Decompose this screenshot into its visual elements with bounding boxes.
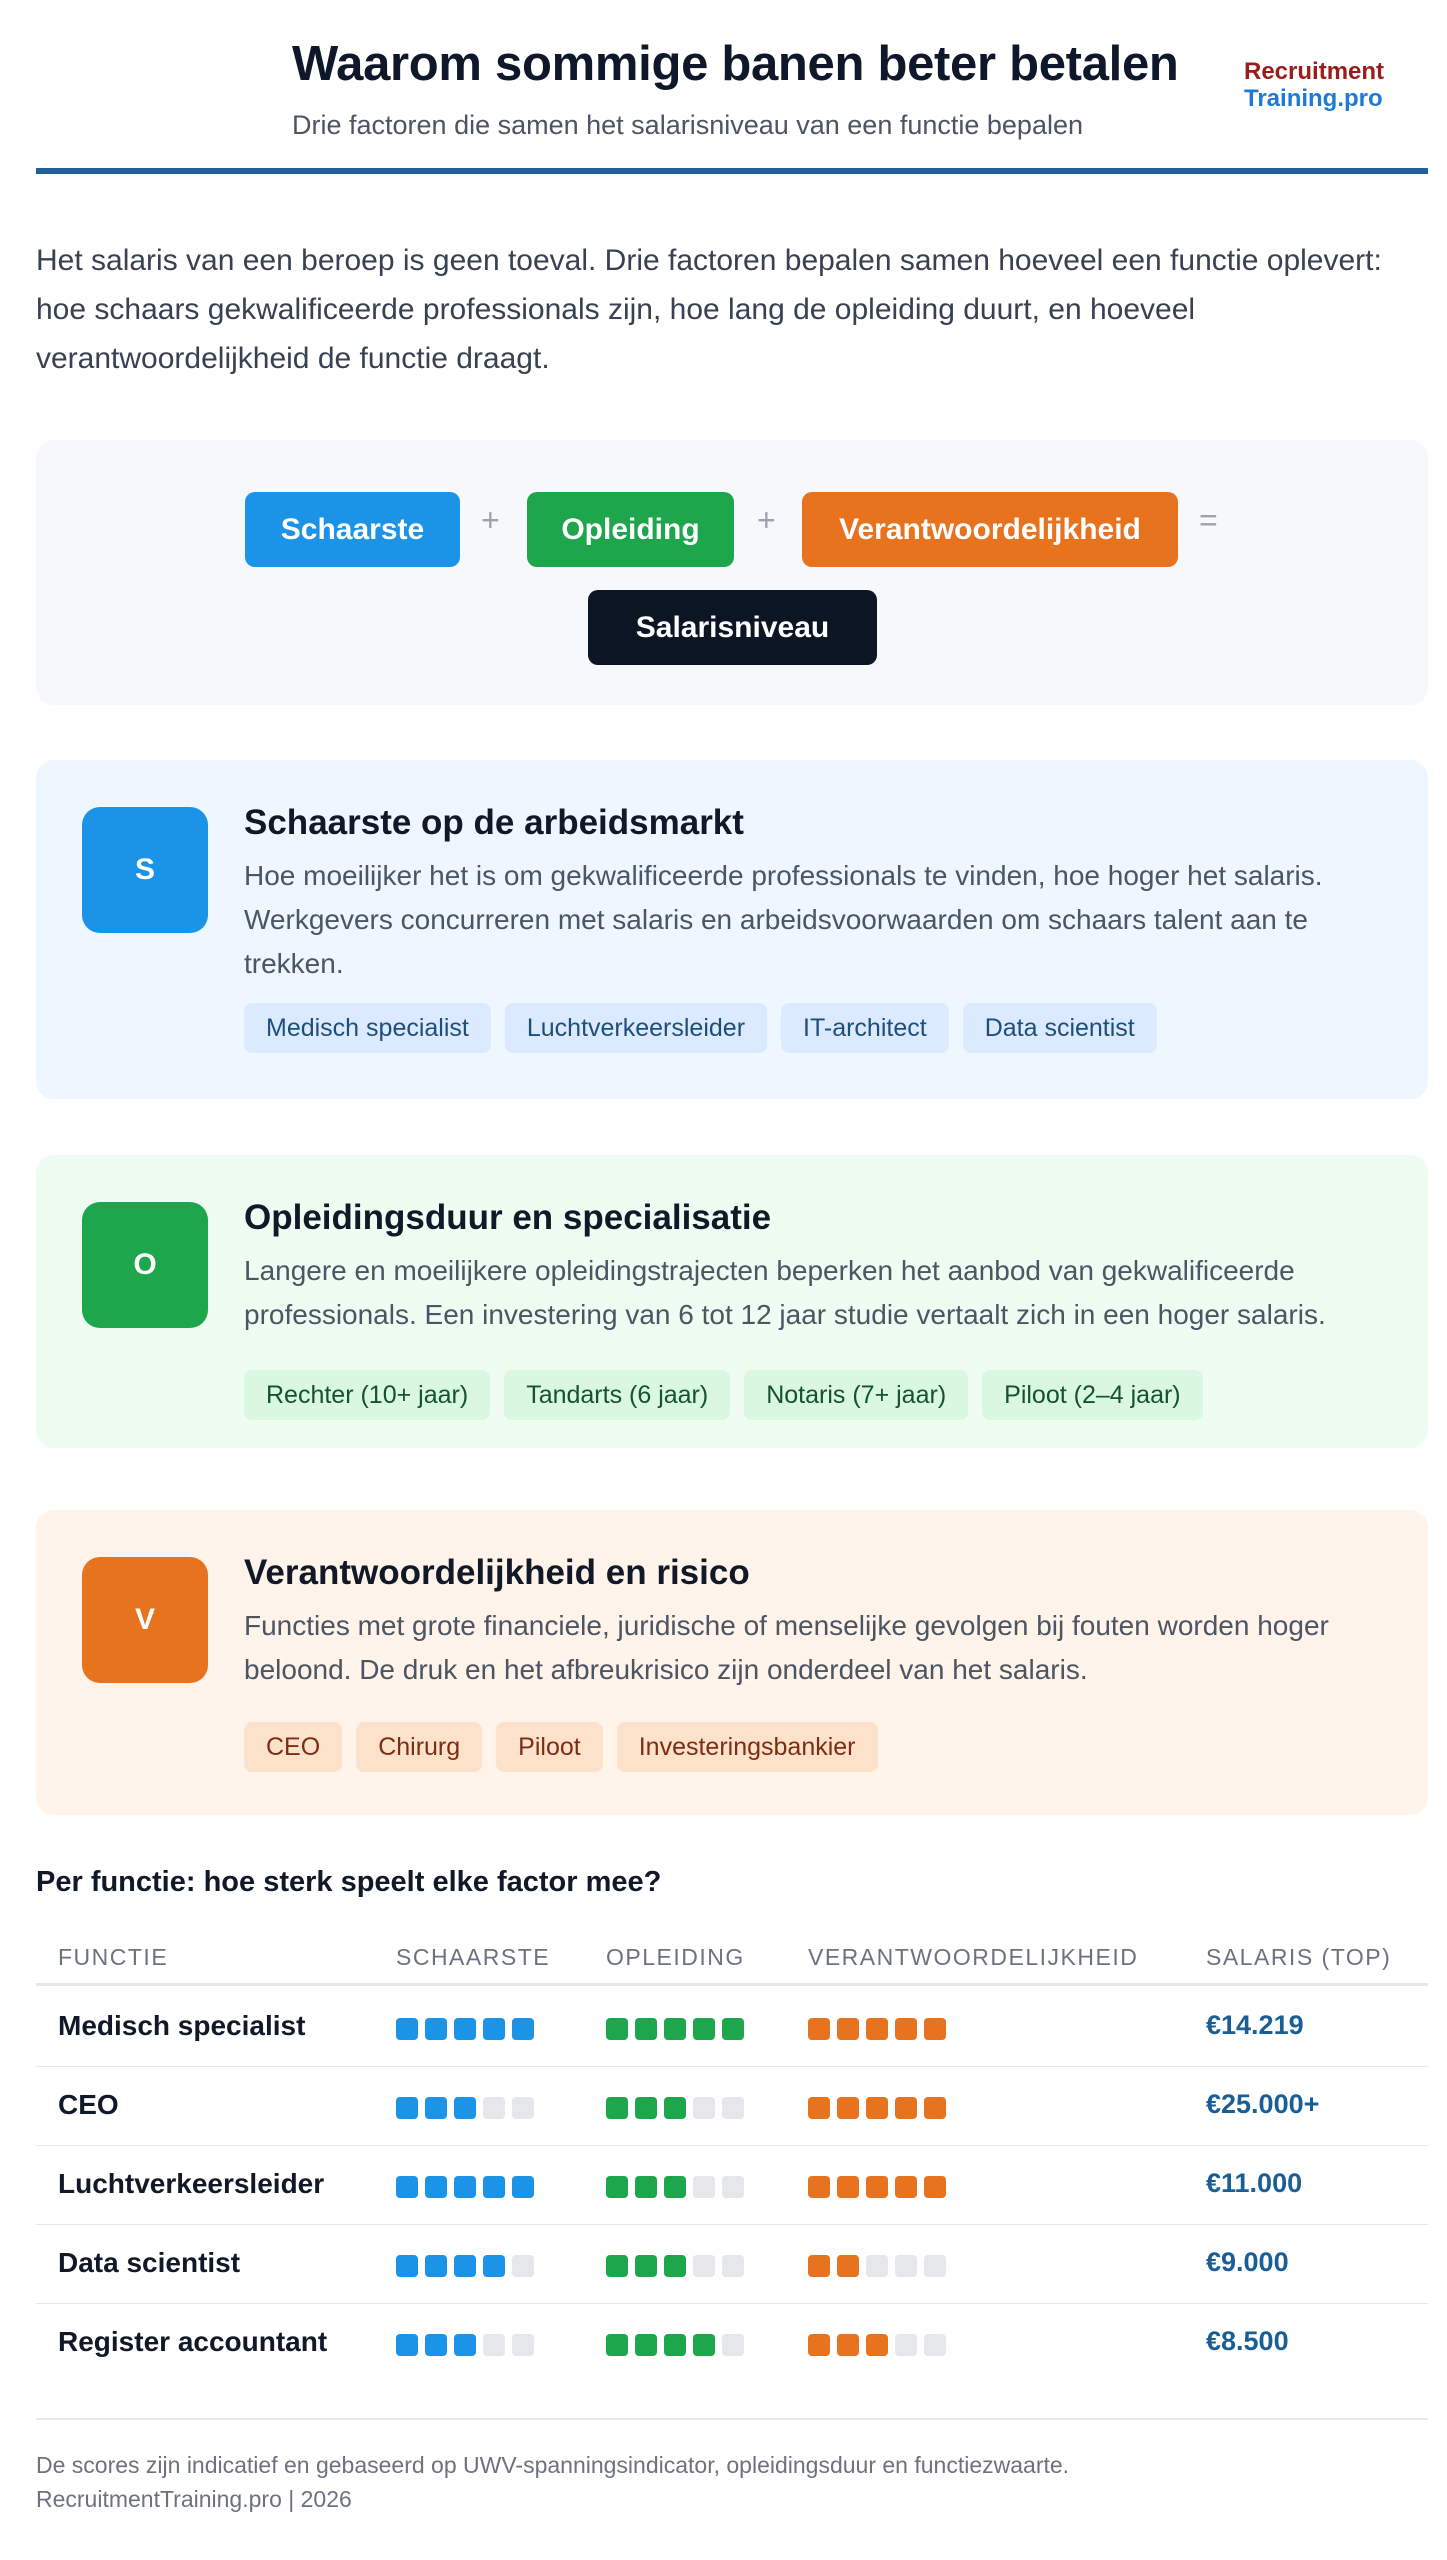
score-verantwoordelijkheid <box>808 2255 946 2277</box>
brand-logo[interactable] <box>1244 58 1384 112</box>
row-function-name: Data scientist <box>58 2247 241 2278</box>
factor-badge-v: V <box>82 1557 208 1683</box>
score-dot-filled <box>808 2176 830 2198</box>
table-row <box>36 2225 1428 2304</box>
score-dot-filled <box>664 2176 686 2198</box>
score-dot-empty <box>722 2097 744 2119</box>
score-dot-filled <box>425 2176 447 2198</box>
formula-pill-salarisniveau: Salarisniveau <box>588 590 877 665</box>
score-dot-filled <box>693 2334 715 2356</box>
score-dot-filled <box>837 2255 859 2277</box>
column-header-salaris: SALARIS (TOP) <box>1206 1944 1392 1970</box>
score-dot-filled <box>454 2334 476 2356</box>
score-dot-filled <box>866 2018 888 2040</box>
header-divider <box>36 168 1428 174</box>
example-tags <box>244 1722 878 1772</box>
score-dot-filled <box>425 2097 447 2119</box>
score-dot-filled <box>924 2018 946 2040</box>
score-dot-filled <box>635 2255 657 2277</box>
factor-title: Verantwoordelijkheid en risico <box>244 1553 750 1592</box>
example-tag: IT-architect <box>781 1003 949 1053</box>
score-dot-filled <box>396 2018 418 2040</box>
score-dot-empty <box>722 2176 744 2198</box>
score-dot-filled <box>808 2255 830 2277</box>
score-dot-filled <box>483 2255 505 2277</box>
score-opleiding <box>606 2255 744 2277</box>
score-dot-empty <box>483 2334 505 2356</box>
score-dot-empty <box>693 2176 715 2198</box>
score-dot-filled <box>808 2018 830 2040</box>
score-dot-empty <box>924 2334 946 2356</box>
score-verantwoordelijkheid <box>808 2097 946 2119</box>
score-dot-filled <box>837 2334 859 2356</box>
column-header-verantwoordelijkheid: VERANTWOORDELIJKHEID <box>808 1944 1139 1970</box>
score-dot-empty <box>924 2255 946 2277</box>
score-dot-filled <box>664 2097 686 2119</box>
footer-source-note: De scores zijn indicatief en gebaseerd op UWV-spanningsindicator, opleidingsduur en functiezwaarte. <box>36 2452 1070 2478</box>
score-schaarste <box>396 2018 534 2040</box>
score-dot-filled <box>635 2018 657 2040</box>
score-dot-filled <box>396 2176 418 2198</box>
table-header <box>36 1930 1428 1986</box>
score-dot-filled <box>837 2176 859 2198</box>
factor-description: Functies met grote financiele, juridische of menselijke gevolgen bij fouten worden hoger beloond. De druk en het afbreukrisico zijn onderdeel van het salaris. <box>244 1610 1329 1685</box>
score-dot-filled <box>635 2097 657 2119</box>
page-title: Waarom sommige banen beter betalen <box>292 37 1179 91</box>
row-function-name: Medisch specialist <box>58 2010 306 2041</box>
formula-equals: = <box>1199 502 1218 538</box>
score-opleiding <box>606 2176 744 2198</box>
factor-title: Opleidingsduur en specialisatie <box>244 1198 772 1237</box>
row-function-name: Register accountant <box>58 2326 328 2357</box>
score-dot-filled <box>606 2255 628 2277</box>
example-tag: Piloot <box>496 1722 603 1772</box>
score-dot-filled <box>454 2176 476 2198</box>
score-dot-filled <box>924 2097 946 2119</box>
score-verantwoordelijkheid <box>808 2176 946 2198</box>
row-salary: €11.000 <box>1206 2168 1303 2198</box>
score-dot-filled <box>837 2097 859 2119</box>
formula-pill-schaarste: Schaarste <box>245 492 460 567</box>
table-row <box>36 2146 1428 2225</box>
score-dot-filled <box>664 2334 686 2356</box>
score-dot-empty <box>722 2255 744 2277</box>
score-dot-filled <box>866 2334 888 2356</box>
formula-plus-2: + <box>757 502 776 538</box>
formula-panel <box>36 440 1428 705</box>
row-function-name: Luchtverkeersleider <box>58 2168 325 2199</box>
column-header-schaarste: SCHAARSTE <box>396 1944 551 1970</box>
score-dot-filled <box>425 2334 447 2356</box>
score-dot-filled <box>512 2018 534 2040</box>
score-dot-empty <box>512 2097 534 2119</box>
example-tag: Piloot (2–4 jaar) <box>982 1370 1202 1420</box>
factor-card-verantwoordelijkheid <box>36 1510 1428 1815</box>
score-dot-filled <box>483 2018 505 2040</box>
score-dot-filled <box>606 2018 628 2040</box>
score-dot-filled <box>693 2018 715 2040</box>
score-dot-filled <box>396 2334 418 2356</box>
example-tags <box>244 1003 1157 1053</box>
page-header <box>0 0 1447 178</box>
score-dot-filled <box>924 2176 946 2198</box>
example-tag: Tandarts (6 jaar) <box>504 1370 730 1420</box>
row-salary: €14.219 <box>1206 2010 1304 2040</box>
score-dot-filled <box>635 2334 657 2356</box>
score-dot-filled <box>454 2018 476 2040</box>
score-opleiding <box>606 2097 744 2119</box>
footer-note <box>36 2448 1069 2516</box>
score-schaarste <box>396 2334 534 2356</box>
example-tag: Notaris (7+ jaar) <box>744 1370 968 1420</box>
score-dot-empty <box>722 2334 744 2356</box>
column-header-functie: FUNCTIE <box>58 1944 169 1970</box>
intro-paragraph: Het salaris van een beroep is geen toeval. Drie factoren bepalen samen hoeveel een functie oplevert: hoe schaars gekwalificeerde professionals zijn, hoe lang de opleiding duurt, en hoeveel verantwoordelijkheid de functie draagt. <box>36 244 1382 375</box>
score-dot-empty <box>866 2255 888 2277</box>
factor-description: Hoe moeilijker het is om gekwalificeerde professionals te vinden, hoe hoger het salaris. Werkgevers concurreren met salaris en arbeidsvoorwaarden om schaars talent aan te trekken. <box>244 860 1323 979</box>
score-dot-filled <box>425 2018 447 2040</box>
formula-plus-1: + <box>481 502 500 538</box>
logo-line-1: Recruitment <box>1244 58 1385 85</box>
example-tag: Data scientist <box>963 1003 1157 1053</box>
score-dot-filled <box>664 2018 686 2040</box>
factor-title: Schaarste op de arbeidsmarkt <box>244 803 744 842</box>
score-dot-empty <box>895 2255 917 2277</box>
score-dot-empty <box>693 2097 715 2119</box>
row-salary: €9.000 <box>1206 2247 1289 2277</box>
example-tags <box>244 1370 1203 1420</box>
example-tag: Chirurg <box>356 1722 482 1772</box>
example-tag: Rechter (10+ jaar) <box>244 1370 490 1420</box>
example-tag: Investeringsbankier <box>617 1722 878 1772</box>
footer-divider <box>36 2418 1428 2420</box>
score-dot-empty <box>483 2097 505 2119</box>
factor-card-schaarste <box>36 760 1428 1099</box>
score-dot-filled <box>635 2176 657 2198</box>
score-schaarste <box>396 2255 534 2277</box>
score-dot-filled <box>895 2097 917 2119</box>
formula-pill-verantwoordelijkheid: Verantwoordelijkheid <box>802 492 1178 567</box>
score-dot-filled <box>808 2334 830 2356</box>
row-salary: €25.000+ <box>1206 2089 1320 2119</box>
score-dot-filled <box>664 2255 686 2277</box>
score-dot-filled <box>396 2097 418 2119</box>
footer-credit: RecruitmentTraining.pro | 2026 <box>36 2486 352 2512</box>
score-dot-empty <box>895 2334 917 2356</box>
row-function-name: CEO <box>58 2089 119 2120</box>
score-dot-empty <box>512 2255 534 2277</box>
score-dot-empty <box>512 2334 534 2356</box>
score-verantwoordelijkheid <box>808 2018 946 2040</box>
score-dot-filled <box>454 2097 476 2119</box>
formula-pill-opleiding: Opleiding <box>527 492 734 567</box>
score-dot-filled <box>606 2097 628 2119</box>
score-dot-empty <box>693 2255 715 2277</box>
score-schaarste <box>396 2176 534 2198</box>
column-header-opleiding: OPLEIDING <box>606 1944 745 1970</box>
table-row <box>36 1988 1428 2067</box>
factor-description: Langere en moeilijkere opleidingstrajecten beperken het aanbod van gekwalificeerde professionals. Een investering van 6 tot 12 jaar studie vertaalt zich in een hoger salaris. <box>244 1255 1326 1330</box>
score-dot-filled <box>454 2255 476 2277</box>
score-dot-filled <box>606 2176 628 2198</box>
factor-card-opleiding <box>36 1155 1428 1448</box>
logo-line-2: Training.pro <box>1244 85 1383 112</box>
score-dot-filled <box>808 2097 830 2119</box>
table-row <box>36 2304 1428 2383</box>
table-row <box>36 2067 1428 2146</box>
factor-badge-o: O <box>82 1202 208 1328</box>
score-dot-filled <box>895 2018 917 2040</box>
score-dot-filled <box>866 2176 888 2198</box>
score-verantwoordelijkheid <box>808 2334 946 2356</box>
score-dot-filled <box>483 2176 505 2198</box>
score-schaarste <box>396 2097 534 2119</box>
score-dot-filled <box>866 2097 888 2119</box>
example-tag: Medisch specialist <box>244 1003 491 1053</box>
score-dot-filled <box>895 2176 917 2198</box>
score-opleiding <box>606 2018 744 2040</box>
page-subtitle: Drie factoren die samen het salarisniveau van een functie bepalen <box>292 110 1083 140</box>
score-dot-filled <box>425 2255 447 2277</box>
score-dot-filled <box>606 2334 628 2356</box>
score-dot-filled <box>722 2018 744 2040</box>
row-salary: €8.500 <box>1206 2326 1289 2356</box>
score-dot-filled <box>396 2255 418 2277</box>
score-dot-filled <box>837 2018 859 2040</box>
score-dot-filled <box>512 2176 534 2198</box>
factor-badge-s: S <box>82 807 208 933</box>
example-tag: Luchtverkeersleider <box>505 1003 767 1053</box>
example-tag: CEO <box>244 1722 342 1772</box>
score-opleiding <box>606 2334 744 2356</box>
table-title: Per functie: hoe sterk speelt elke factor mee? <box>36 1866 662 1898</box>
